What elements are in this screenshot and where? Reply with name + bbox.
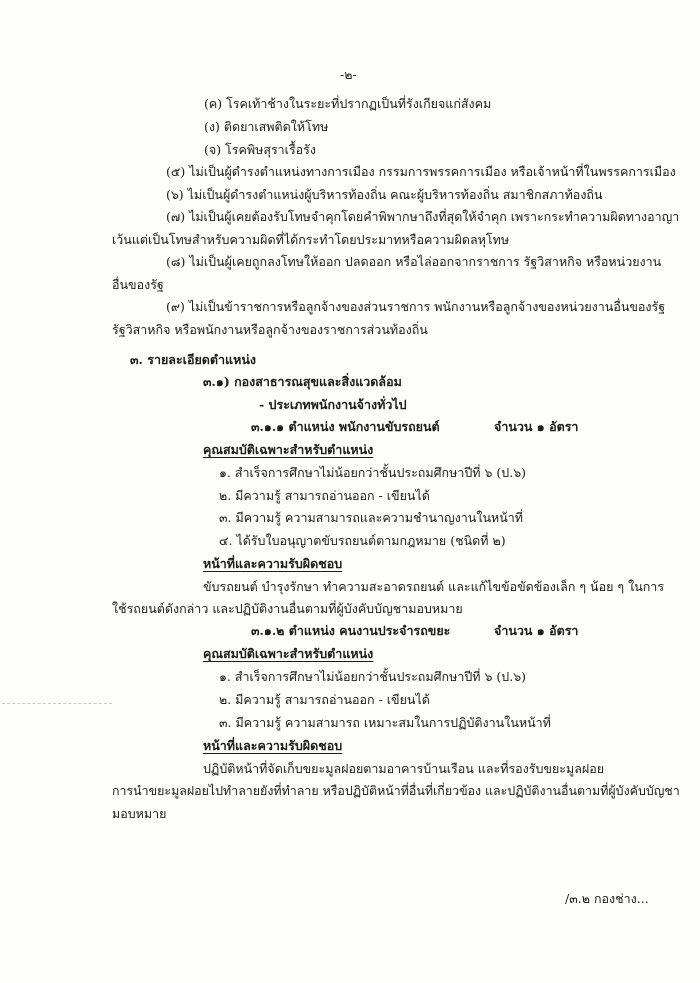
position-title: ๓.๑.๒ ตำแหน่ง คนงานประจำรถขยะ: [251, 623, 451, 638]
page-footer: /๓.๒ กองช่าง...: [565, 891, 649, 906]
list-item: (ง) ติดยาเสพติดให้โทษ: [204, 119, 329, 134]
duty-text: ใช้รถยนต์ดังกล่าว และปฏิบัติงานอื่นตามที่ผู้บังคับบัญชามอบหมาย: [112, 601, 463, 616]
list-item: (๖) ไม่เป็นผู้ดำรงตำแหน่งผู้บริหารท้องถิ่น คณะผู้บริหารท้องถิ่น สมาชิกสภาท้องถิ่น: [166, 187, 603, 202]
position-count: จำนวน ๑ อัตรา: [494, 419, 579, 434]
position-count: จำนวน ๑ อัตรา: [494, 623, 579, 638]
qualification-item: ๓. มีความรู้ ความสามารถ เหมาะสมในการปฏิบัติงานในหน้าที่: [219, 715, 551, 730]
list-item: (๘) ไม่เป็นผู้เคยถูกลงโทษให้ออก ปลดออก หรือไล่ออกจากราชการ รัฐวิสาหกิจ หรือหน่วยงาน: [166, 254, 662, 269]
list-item-continuation: เว้นแต่เป็นโทษสำหรับความผิดที่ได้กระทำโดยประมาทหรือความผิดลหุโทษ: [112, 232, 510, 247]
position-title: ๓.๑.๑ ตำแหน่ง พนักงานขับรถยนต์: [251, 419, 440, 434]
qualification-heading: คุณสมบัติเฉพาะสำหรับตำแหน่ง: [203, 646, 374, 661]
qualification-item: ๑. สำเร็จการศึกษาไม่น้อยกว่าชั้นประถมศึกษาปีที่ ๖ (ป.๖): [219, 669, 527, 684]
list-item: (จ) โรคพิษสุราเรื้อรัง: [204, 142, 316, 157]
qualification-item: ๓. มีความรู้ ความสามารถและความชำนาญงานในหน้าที่: [219, 510, 524, 525]
list-item: (๕) ไม่เป็นผู้ดำรงตำแหน่งทางการเมือง กรรมการพรรคการเมือง หรือเจ้าหน้าที่ในพรรคการเมือง: [166, 164, 676, 179]
duty-text: การนำขยะมูลฝอยไปทำลายยังที่ทำลาย หรือปฏิบัติหน้าที่อื่นที่เกี่ยวข้อง และปฏิบัติงานอื่นตามที่ผู้บังคับบัญชา: [112, 783, 680, 798]
list-item: (๙) ไม่เป็นข้าราชการหรือลูกจ้างของส่วนราชการ พนักงานหรือลูกจ้างของหน่วยงานอื่นของรัฐ: [166, 299, 666, 314]
duty-heading: หน้าที่และความรับผิดชอบ: [203, 556, 343, 571]
qualification-item: ๔. ได้รับใบอนุญาตขับรถยนต์ตามกฎหมาย (ชนิดที่ ๒): [219, 533, 506, 548]
qualification-heading: คุณสมบัติเฉพาะสำหรับตำแหน่ง: [203, 442, 374, 457]
qualification-item: ๒. มีความรู้ สามารถอ่านออก - เขียนได้: [219, 692, 430, 707]
section-heading: ๓. รายละเอียดตำแหน่ง: [130, 352, 256, 367]
qualification-item: ๑. สำเร็จการศึกษาไม่น้อยกว่าชั้นประถมศึกษาปีที่ ๖ (ป.๖): [219, 465, 527, 480]
duty-text: ปฏิบัติหน้าที่จัดเก็บขยะมูลฝอยตามอาคารบ้านเรือน และที่รองรับขยะมูลฝอย: [203, 761, 605, 776]
scan-mark: [2, 703, 112, 705]
duty-text: มอบหมาย: [112, 806, 167, 821]
list-item: (๗) ไม่เป็นผู้เคยต้องรับโทษจำคุกโดยคำพิพากษาถึงที่สุดให้จำคุก เพราะกระทำความผิดทางอาญา: [166, 209, 680, 224]
qualification-item: ๒. มีความรู้ สามารถอ่านออก - เขียนได้: [219, 488, 430, 503]
duty-text: ขับรถยนต์ บำรุงรักษา ทำความสะอาดรถยนต์ และแก้ไขข้อขัดข้องเล็ก ๆ น้อย ๆ ในการ: [203, 579, 665, 594]
list-item-continuation: รัฐวิสาหกิจ หรือพนักงานหรือลูกจ้างของราชการส่วนท้องถิ่น: [112, 322, 428, 337]
list-item: (ค) โรคเท้าช้างในระยะที่ปรากฏเป็นที่รังเกียจแก่สังคม: [204, 96, 492, 111]
staff-type: - ประเภทพนักงานจ้างทั่วไป: [259, 397, 407, 412]
page-number: -๒-: [340, 67, 357, 82]
division-heading: ๓.๑) กองสาธารณสุขและสิ่งแวดล้อม: [203, 374, 402, 389]
duty-heading: หน้าที่และความรับผิดชอบ: [203, 738, 343, 753]
list-item-continuation: อื่นของรัฐ: [112, 277, 164, 292]
